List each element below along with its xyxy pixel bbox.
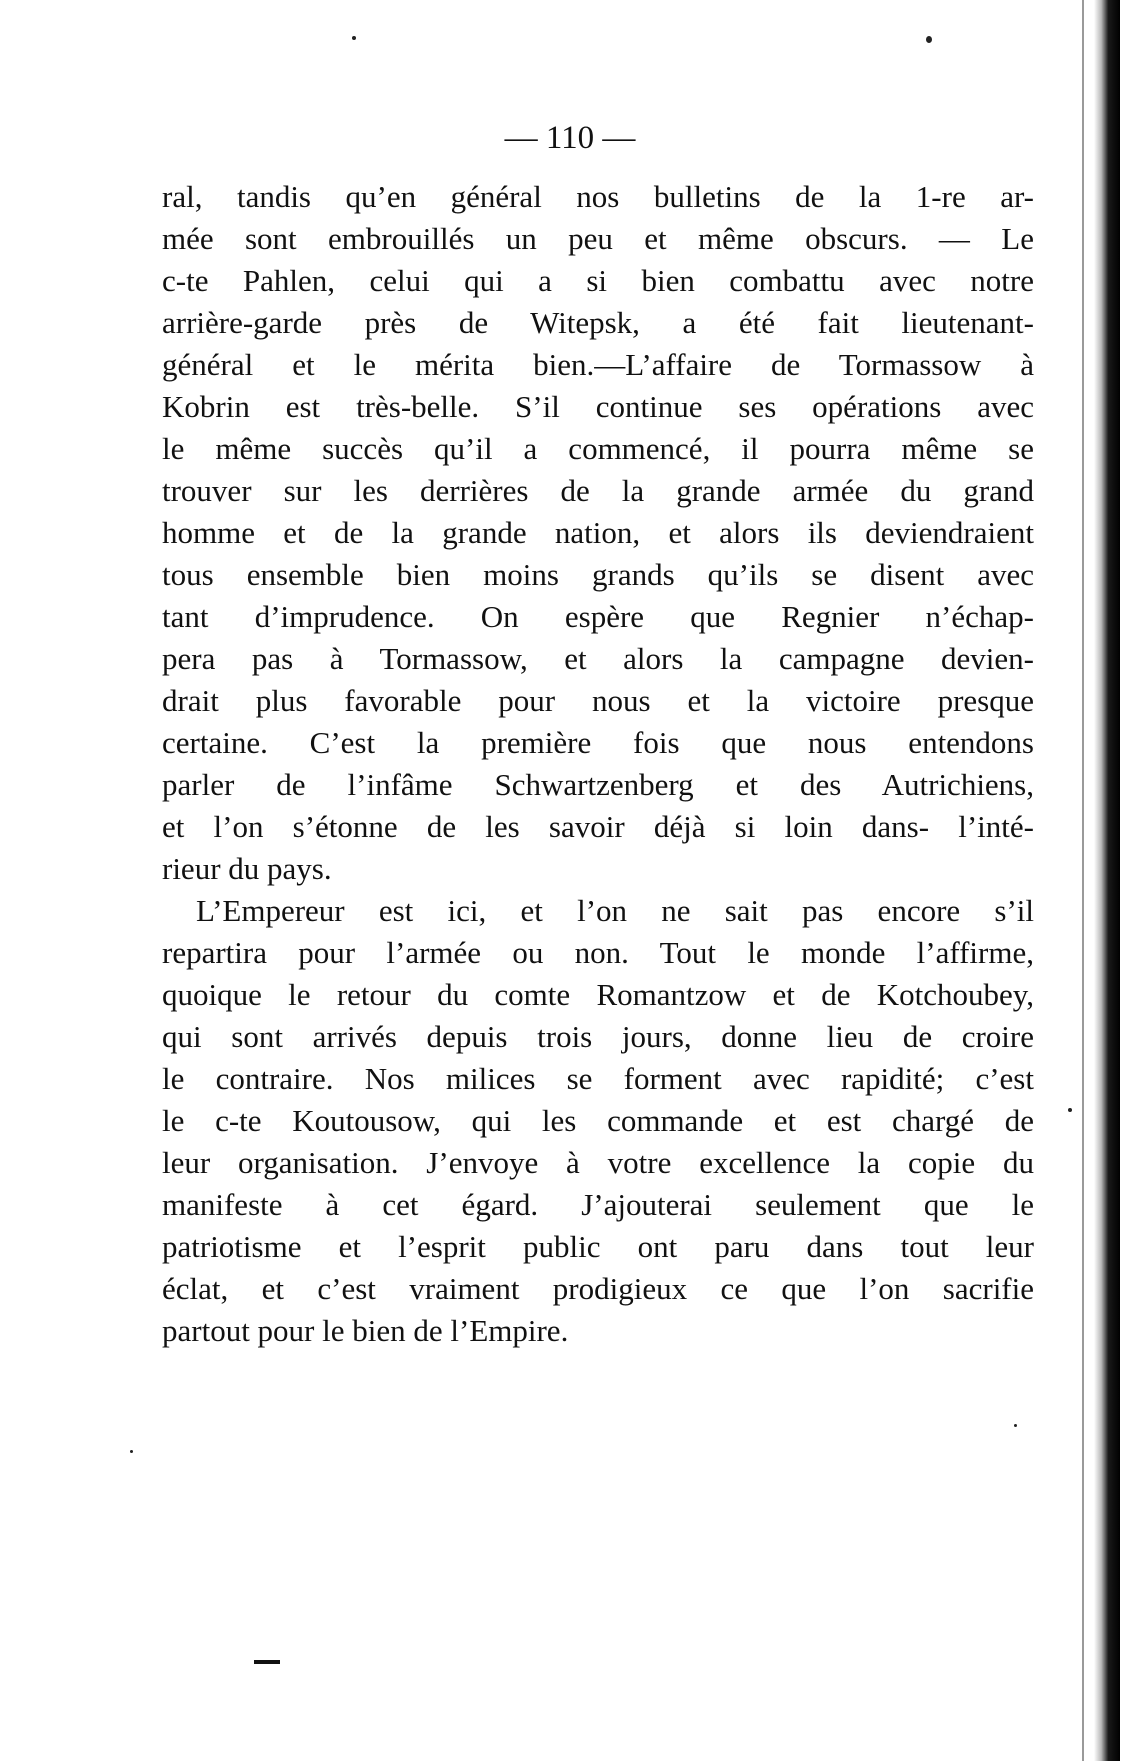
- text-line: quoique le retour du comte Romantzow et de Kotchoubey,: [162, 977, 1034, 1012]
- text-line: général et le mérita bien.—L’affaire de Tormassow à: [162, 347, 1034, 382]
- text-line: drait plus favorable pour nous et la victoire presque: [162, 683, 1034, 718]
- ink-speck: [1068, 1108, 1072, 1112]
- text-line: le contraire. Nos milices se forment avec rapidité; c’est: [162, 1061, 1034, 1096]
- text-line: parler de l’infâme Schwartzenberg et des Autrichiens,: [162, 767, 1034, 802]
- text-line: tous ensemble bien moins grands qu’ils se disent avec: [162, 557, 1034, 592]
- text-line: mée sont embrouillés un peu et même obscurs. — Le: [162, 221, 1034, 256]
- ink-speck: [352, 36, 356, 40]
- body-text: [162, 176, 1034, 1352]
- text-line: L’Empereur est ici, et l’on ne sait pas encore s’il: [196, 893, 1034, 928]
- text-line: et l’on s’étonne de les savoir déjà si loin dans- l’inté-: [162, 809, 1034, 844]
- text-line: le même succès qu’il a commencé, il pourra même se: [162, 431, 1034, 466]
- text-line: tant d’imprudence. On espère que Regnier n’échap-: [162, 599, 1034, 634]
- page-number: — 110 —: [504, 120, 636, 156]
- binding-edge: [1094, 0, 1120, 1761]
- text-line: rieur du pays.: [162, 851, 332, 886]
- text-line: arrière-garde près de Witepsk, a été fait lieutenant-: [162, 305, 1034, 340]
- text-line: c-te Pahlen, celui qui a si bien combattu avec notre: [162, 263, 1034, 298]
- text-line: repartira pour l’armée ou non. Tout le monde l’affirme,: [162, 935, 1034, 970]
- text-line: partout pour le bien de l’Empire.: [162, 1313, 569, 1348]
- ink-speck: [926, 36, 932, 43]
- binding-shadow-line: [1082, 0, 1084, 1761]
- text-line: le c-te Koutousow, qui les commande et est chargé de: [162, 1103, 1034, 1138]
- text-line: leur organisation. J’envoye à votre excellence la copie du: [162, 1145, 1034, 1180]
- text-line: manifeste à cet égard. J’ajouterai seulement que le: [162, 1187, 1034, 1222]
- text-line: éclat, et c’est vraiment prodigieux ce que l’on sacrifie: [162, 1271, 1034, 1306]
- text-line: trouver sur les derrières de la grande armée du grand: [162, 473, 1034, 508]
- ink-speck: [130, 1450, 133, 1453]
- text-line: qui sont arrivés depuis trois jours, donne lieu de croire: [162, 1019, 1034, 1054]
- text-line: ral, tandis qu’en général nos bulletins de la 1-re ar-: [162, 179, 1034, 214]
- paragraph-2: [162, 890, 1034, 1352]
- ink-dash-mark: [254, 1660, 280, 1664]
- text-line: Kobrin est très-belle. S’il continue ses opérations avec: [162, 389, 1034, 424]
- text-line: patriotisme et l’esprit public ont paru dans tout leur: [162, 1229, 1034, 1264]
- text-line: homme et de la grande nation, et alors ils deviendraient: [162, 515, 1034, 550]
- text-line: certaine. C’est la première fois que nous entendons: [162, 725, 1034, 760]
- ink-speck: [1014, 1424, 1017, 1427]
- text-line: pera pas à Tormassow, et alors la campagne devien-: [162, 641, 1034, 676]
- paragraph-1: [162, 176, 1034, 890]
